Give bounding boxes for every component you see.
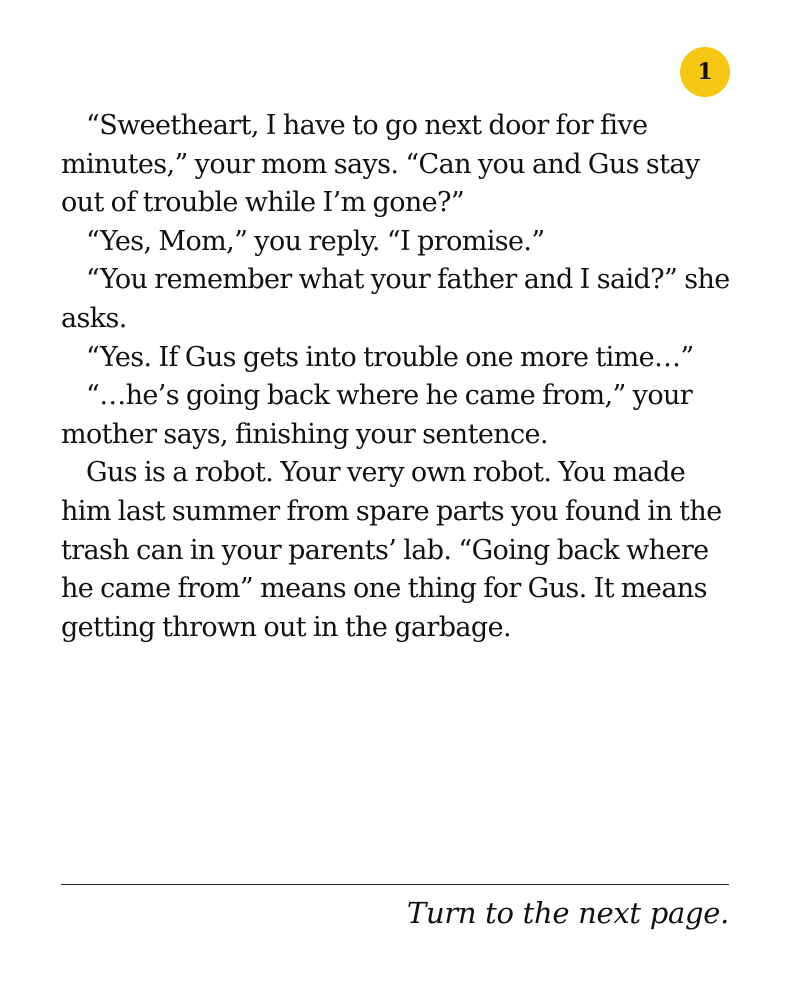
turn-page-cue: Turn to the next page. (406, 896, 729, 930)
footer-divider (61, 884, 729, 885)
paragraph: “Sweetheart, I have to go next door for five minutes,” your mom says. “Can you and Gus stay out of trouble while I’m gone?” (61, 110, 700, 219)
paragraph: “Yes. If Gus gets into trouble one more time…” (86, 341, 694, 373)
page-number-badge (680, 47, 730, 97)
paragraph: “…he’s going back where he came from,” your mother says, finishing your sentence. (61, 380, 693, 450)
paragraph: Gus is a robot. Your very own robot. You made him last summer from spare parts you found in the trash can in your parents’ lab. “Going back where he came from” means one thing for Gus. It means getting thrown out in the garbage. (61, 457, 722, 643)
paragraph: “You remember what your father and I said?” she asks. (61, 264, 730, 334)
paragraph: “Yes, Mom,” you reply. “I promise.” (86, 225, 545, 257)
page-number: 1 (697, 59, 713, 85)
story-text (61, 107, 731, 647)
